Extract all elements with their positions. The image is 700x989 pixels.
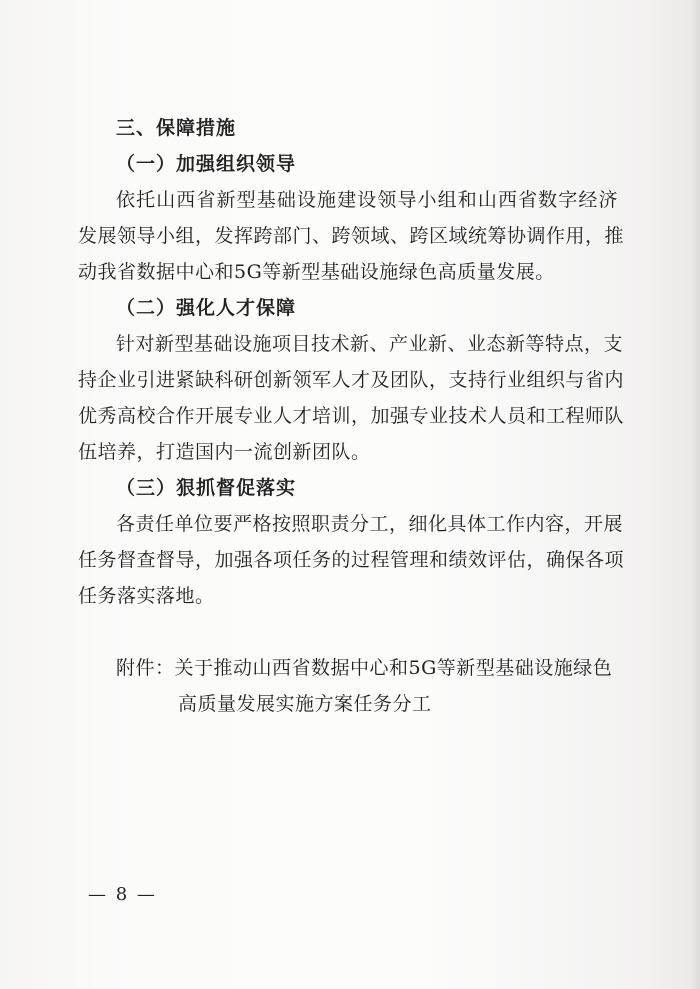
paragraph-3-line-1: 各责任单位要严格按照职责分工，细化具体工作内容，开展 [116, 513, 624, 535]
paragraph-3-line-3: 任务落实落地。 [78, 585, 215, 607]
paragraph-1-line-2: 发展领导小组，发挥跨部门、跨领域、跨区域统筹协调作用，推 [78, 225, 625, 247]
paragraph-2-line-4: 伍培养，打造国内一流创新团队。 [78, 441, 371, 463]
document-body [78, 110, 625, 722]
attachment-line-1: 附件：关于推动山西省数据中心和5G等新型基础设施绿色 [116, 657, 613, 679]
subsection-heading-1: （一）加强组织领导 [116, 153, 297, 175]
paragraph-1-line-3: 动我省数据中心和5G等新型基础设施绿色高质量发展。 [78, 261, 555, 283]
section-heading: 三、保障措施 [116, 117, 237, 139]
paragraph-2-line-1: 针对新型基础设施项目技术新、产业新、业态新等特点，支 [116, 333, 624, 355]
subsection-heading-3: （三）狠抓督促落实 [116, 477, 297, 499]
paragraph-2-line-2: 持企业引进紧缺科研创新领军人才及团队，支持行业组织与省内 [78, 369, 625, 391]
blank-spacer [78, 614, 618, 650]
paragraph-3-line-2: 任务督查督导，加强各项任务的过程管理和绩效评估，确保各项 [78, 549, 625, 571]
subsection-heading-2: （二）强化人才保障 [116, 297, 297, 319]
paragraph-2-line-3: 优秀高校合作开展专业人才培训，加强专业技术人员和工程师队 [78, 405, 625, 427]
attachment-line-2: 高质量发展实施方案任务分工 [178, 693, 432, 715]
paragraph-1-line-1: 依托山西省新型基础设施建设领导小组和山西省数字经济 [116, 189, 618, 211]
page-edge-shadow [690, 0, 700, 989]
page-number: — 8 — [88, 884, 157, 905]
